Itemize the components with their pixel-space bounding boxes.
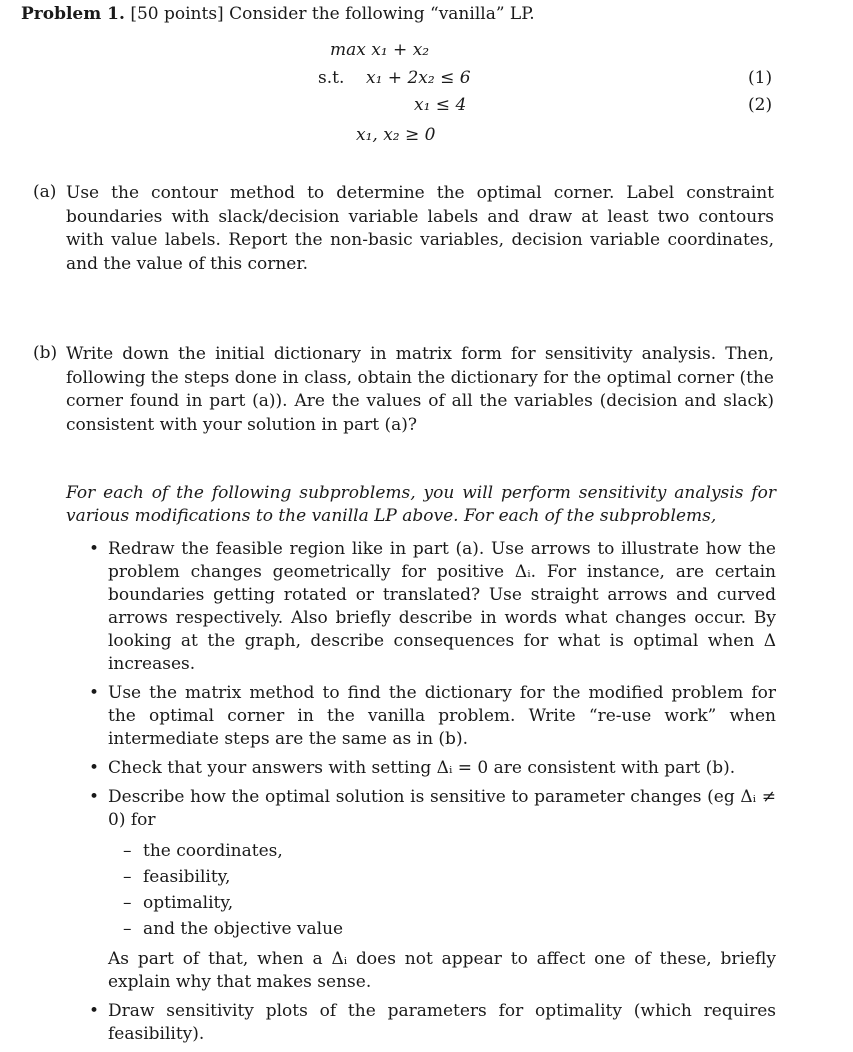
dash-icon: – [123, 893, 132, 913]
bullet-followup-text: As part of that, when a Δᵢ does not appear to affect one of these, briefly explain why that makes sense. [108, 949, 776, 992]
bullet-icon: • [89, 1001, 100, 1021]
bullet-text: Redraw the feasible region like in part (a). Use arrows to illustrate how the problem changes geometrically for positive Δᵢ. For instance, are certain boundaries getting rotated or translated? Use straight arrows and curved arrows respectively. Also briefly describe in words what changes occur. By looking at the graph, describe consequences for what is optimal when Δ increases. [108, 539, 776, 674]
part-b-label: (b) [33, 343, 58, 363]
dash-icon: – [123, 867, 132, 887]
problem-header [21, 4, 535, 24]
problem-label: Problem 1. [21, 4, 125, 24]
list-item [88, 682, 776, 751]
part-b-text: Write down the initial dictionary in matrix form for sensitivity analysis. Then, following the steps done in class, obtain the dictionary for the optimal corner (the corner found in part (a)). Are the values of all the variables (decision and slack) consistent with your solution in part (a)? [66, 344, 774, 435]
instructions-list [88, 538, 776, 1052]
lp-objective: max x₁ + x₂ [330, 40, 430, 60]
lp-constraint-1: x₁ + 2x₂ ≤ 6 [366, 68, 471, 88]
bullet-text: Check that your answers with setting Δᵢ = 0 are consistent with part (b). [108, 758, 736, 778]
sub-list-item: – the coordinates, [108, 838, 776, 864]
list-item [88, 786, 776, 994]
bullet-text: Draw sensitivity plots of the parameters for optimality (which requires feasibility). [108, 1001, 776, 1044]
bullet-icon: • [89, 539, 100, 559]
part-a-label: (a) [33, 182, 57, 202]
lp-nonnegativity: x₁, x₂ ≥ 0 [356, 125, 436, 145]
lp-constraint-2-tag: (2) [748, 95, 773, 115]
sensitivity-aspects-list [108, 838, 776, 942]
bullet-text: Describe how the optimal solution is sensitive to parameter changes (eg Δᵢ ≠ 0) for [108, 787, 776, 830]
bullet-icon: • [89, 683, 100, 703]
bullet-text: Use the matrix method to find the dictionary for the modified problem for the optimal corner in the vanilla problem. Write “re-use work” when intermediate steps are the same as in (b). [108, 683, 776, 749]
bullet-icon: • [89, 758, 100, 778]
list-item [88, 538, 776, 676]
sub-list-item: – optimality, [108, 890, 776, 916]
lp-constraint-2: x₁ ≤ 4 [414, 95, 467, 115]
dash-icon: – [123, 919, 132, 939]
dash-icon: – [123, 841, 132, 861]
list-item [88, 757, 776, 780]
list-item [88, 1000, 776, 1046]
part-a-text: Use the contour method to determine the optimal corner. Label constraint boundaries with slack/decision variable labels and draw at least two contours with value labels. Report the non-basic variables, decision variable coordinates, and the value of this corner. [66, 183, 774, 274]
bullet-icon: • [89, 787, 100, 807]
lp-st: s.t. [318, 68, 345, 88]
lp-constraint-1-tag: (1) [748, 68, 773, 88]
subproblems-intro: For each of the following subproblems, you will perform sensitivity analysis for various modifications to the vanilla LP above. For each of the subproblems, [66, 483, 776, 526]
sub-list-item: – feasibility, [108, 864, 776, 890]
sub-list-item: – and the objective value [108, 916, 776, 942]
problem-intro: [50 points] Consider the following “vanilla” LP. [130, 4, 535, 24]
